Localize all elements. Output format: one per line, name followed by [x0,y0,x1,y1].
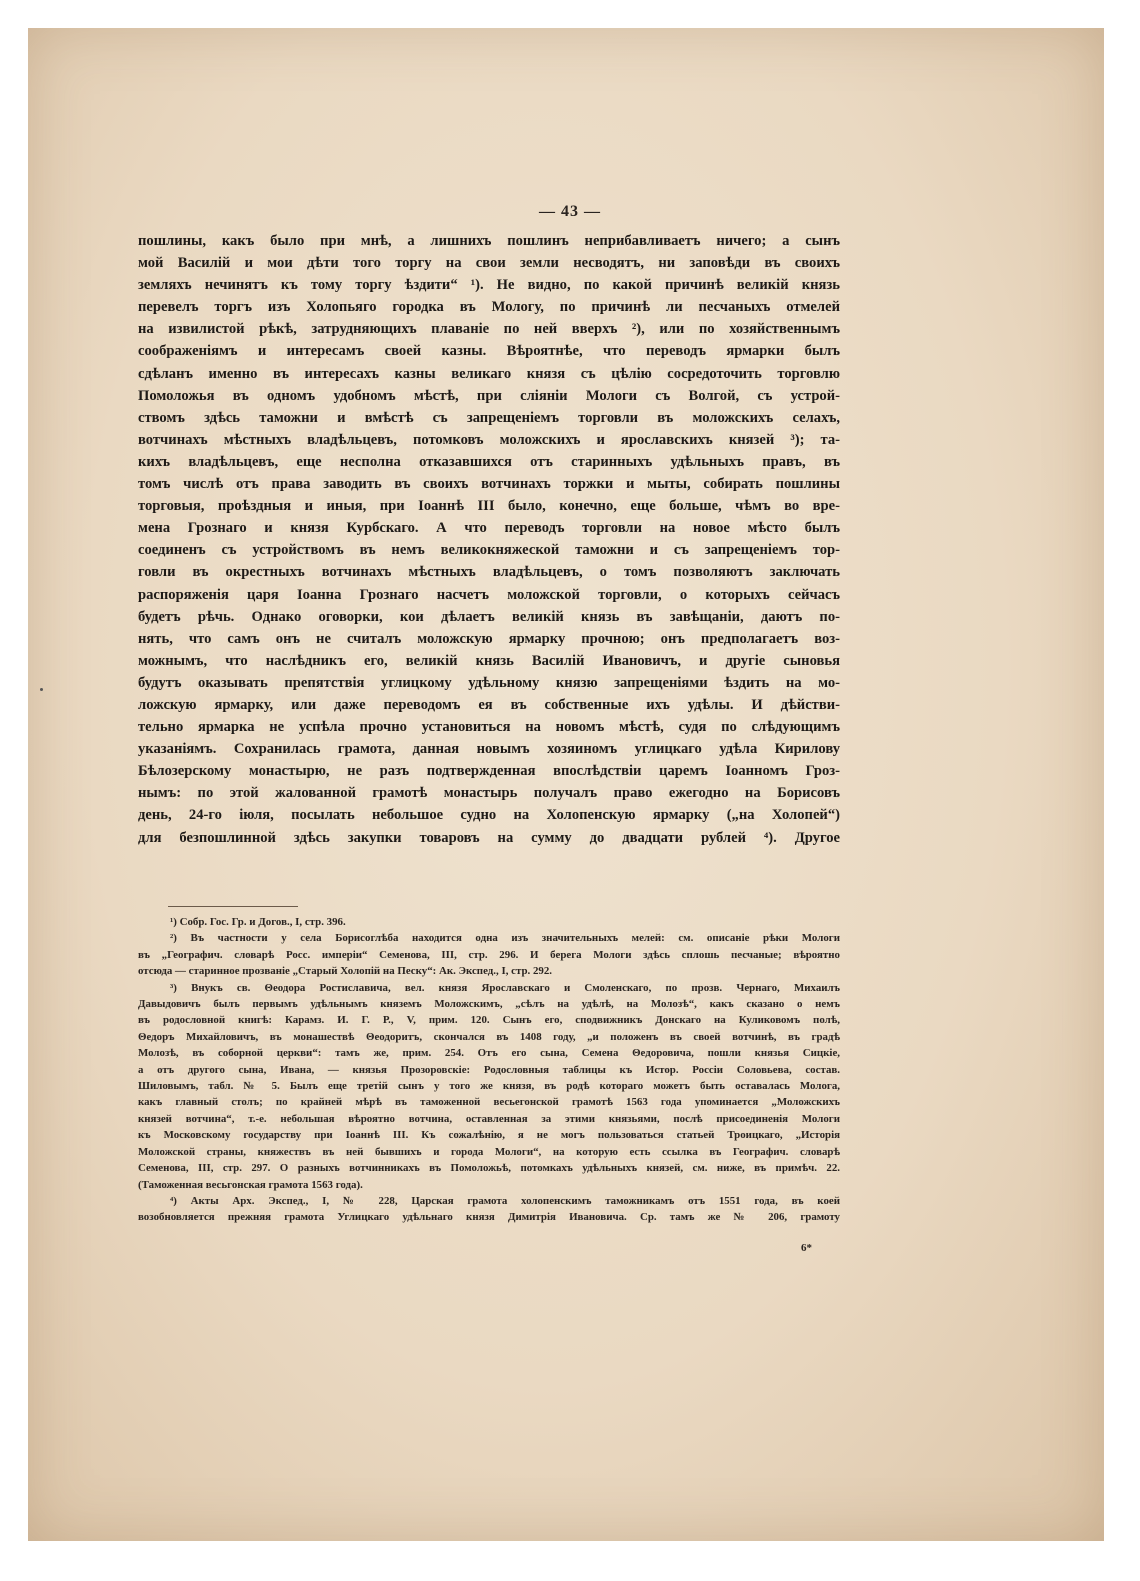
body-line: пошлины, какъ было при мнѣ, а лишнихъ пошлинъ неприбавливаетъ ничего; а сынъ [138,233,840,249]
body-line: будетъ рѣчь. Однако оговорки, кои дѣлаетъ великiй князь въ завѣщанiи, даютъ по- [138,608,840,625]
body-line: земляхъ нечинятъ къ тому торгу ѣздити“ ¹). Не видно, по какой причинѣ великiй князь [138,277,840,294]
body-line: соединенъ съ устройствомъ въ немъ великокняжеской таможни и съ запрещенiемъ тор- [138,542,840,559]
body-line: можнымъ, что наслѣдникъ его, великiй князь Василiй Ивановичъ, и другiе сыновья [138,652,840,669]
body-line: говли въ окрестныхъ вотчинахъ мѣстныхъ владѣльцевъ, о томъ позволяютъ заключать [138,564,840,581]
footnote-line: а отъ другого сына, Ивана, — князья Прозоровскiе: Родословныя таблицы къ Истор. Россiи Соловьева, состав. [138,1063,840,1076]
body-line: томъ числѣ отъ права заводить въ своихъ вотчинахъ торжки и мыты, собирать пошлины [138,476,840,493]
body-line: тельно ярмарка не успѣла прочно установиться на новомъ мѣстѣ, судя по слѣдующимъ [138,719,840,736]
footnote-line: въ „Географич. словарѣ Росс. имперiи“ Семенова, III, стр. 296. И берега Мологи здѣсь сплошь песчаные; вѣроятно [138,948,840,961]
body-line: нять, что самъ онъ не считалъ моложскую ярмарку прочною; онъ предполагаетъ воз- [138,630,840,647]
footnote-line: Шиловымъ, табл. № 5. Былъ еще третiй сынъ у того же князя, въ родѣ котораго можетъ быть оставалась Молога, [138,1080,840,1093]
footnote-line: Давыдовичъ былъ первымъ удѣльнымъ княземъ Моложскимъ, „сѣлъ на удѣлѣ, на Молозѣ“, какъ сказано о немъ [138,998,840,1011]
body-line: ствомъ здѣсь таможни и вмѣстѣ съ запрещенiемъ торговли въ моложскихъ селахъ, [138,409,840,426]
footnote-line: (Таможенная весьгонская грамота 1563 года). [138,1178,363,1191]
body-line: кихъ владѣльцевъ, еще несполна отказавшихся отъ старинныхъ удѣльныхъ правъ, въ [138,453,840,470]
footnote-line: Молозѣ, въ соборной церкви“: тамъ же, прим. 254. Отъ его сына, Семена Θедоровича, пошли князья Сицкiе, [138,1047,840,1060]
footnote-line: возобновляется прежняя грамота Углицкаго удѣльнаго князя Димитрiя Ивановича. Ср. тамъ же № 206, грамоту [138,1211,840,1224]
body-line: день, 24-го iюля, посылать небольшое судно на Холопенскую ярмарку („на Холопей“) [138,807,840,824]
footnote-line: какъ главный столъ; по крайней мѣрѣ въ таможенной весьегонской грамотѣ 1563 года упоминается „Моложскихъ [138,1096,840,1109]
footnote-line: въ родословной книгѣ: Карамз. И. Г. Р., V, прим. 120. Сынъ его, сподвижникъ Донскаго на Куликовомъ полѣ, [138,1014,840,1027]
body-line: вотчинахъ мѣстныхъ владѣльцевъ, потомковъ моложскихъ и ярославскихъ князей ³); та- [138,431,840,448]
body-line: указанiямъ. Сохранилась грамота, данная новымъ хозяиномъ углицкаго удѣла Кирилову [138,741,840,758]
page-number: — 43 — [539,203,601,220]
body-line: мена Грознаго и князя Курбскаго. А что переводъ торговли на новое мѣсто былъ [138,520,840,537]
footnote-line: ³) Внукъ св. Θеодора Ростиславича, вел. князя Ярославскаго и Смоленскаго, по прозв. Чернаго, Михаилъ [170,981,840,994]
footnotes [138,914,840,1226]
body-line: ложскую ярмарку, или даже переводомъ ея въ собственные ихъ удѣлы. И дѣйстви- [138,696,840,713]
footnote-line: ¹) Собр. Гос. Гр. и Догов., I, стр. 396. [170,916,346,928]
margin-mark [40,688,43,691]
body-line: для безпошлинной здѣсь закупки товаровъ на сумму до двадцати рублей ⁴). Другое [138,829,840,846]
body-line: на извилистой рѣкѣ, затрудняющихъ плаванiе по ней вверхъ ²), или по хозяйственнымъ [138,321,840,338]
body-line: перевелъ торгъ изъ Холопьяго городка въ Мологу, по причинѣ ли песчаныхъ отмелей [138,299,840,316]
body-line: сдѣланъ именно въ интересахъ казны великаго князя съ цѣлiю сосредоточить торговлю [138,365,840,382]
footnote-line: ²) Въ частности у села Борисоглѣба находится одна изъ значительныхъ мелей: см. описанiе рѣки Мологи [170,932,840,945]
body-text [138,230,840,849]
body-line: торговыя, проѣздныя и иныя, при Iоаннѣ III было, конечно, еще больше, чѣмъ во вре- [138,498,840,515]
body-line: нымъ: по этой жалованной грамотѣ монастырь получалъ право ежегодно на Борисовъ [138,785,840,802]
signature-mark: 6* [801,1242,812,1254]
footnote-line: князей вотчина“, т.-е. небольшая вѣроятно вотчина, оставленная за этими князьями, послѣ присоединенiя Мологи [138,1112,840,1125]
footnote-line: Θедоръ Михайловичъ, въ монашествѣ Θеодоритъ, скончался въ 1408 году, „и положенъ въ своей вотчинѣ, въ градѣ [138,1030,840,1043]
footnote-line: отсюда — старинное прозванiе „Старый Холопiй на Песку“: Ак. Экспед., I, стр. 292. [138,965,553,978]
body-line: Помоложья въ одномъ удобномъ мѣстѣ, при слiянiи Мологи съ Волгой, съ устрой- [138,387,840,404]
footnote-line: Моложской страны, княжествъ въ ней бывшихъ и города Мологи“, на которую есть ссылка въ Географич. словарѣ [138,1145,840,1158]
body-line: распоряженiя царя Iоанна Грознаго насчетъ моложской торговли, о которыхъ сейчасъ [138,586,840,603]
footnote-line: Семенова, III, стр. 297. О разныхъ вотчинникахъ въ Помоложьѣ, потомкахъ удѣльныхъ князей, см. ниже, въ примѣч. 22. [138,1162,840,1175]
body-line: соображенiямъ и интересамъ своей казны. Вѣроятнѣе, что переводъ ярмарки былъ [138,343,840,360]
body-line: будутъ оказывать препятствiя углицкому удѣльному князю запрещенiями ѣздить на мо- [138,674,840,691]
footnote-line: къ Московскому государству при Iоаннѣ III. Къ сожалѣнiю, я не могъ пользоваться статьей Троицкаго, „Исторiя [138,1129,840,1142]
footnote-rule [168,906,298,907]
footnote-line: ⁴) Акты Арх. Экспед., I, № 228, Царская грамота холопенскимъ таможникамъ отъ 1551 года, въ коей [170,1194,840,1207]
body-line: мой Василiй и мои дѣти того торгу на свои земли несводятъ, ни заповѣди въ своихъ [138,255,840,272]
body-line: Бѣлозерскому монастырю, не разъ подтвержденная впослѣдствiи царемъ Iоанномъ Гроз- [138,763,840,780]
